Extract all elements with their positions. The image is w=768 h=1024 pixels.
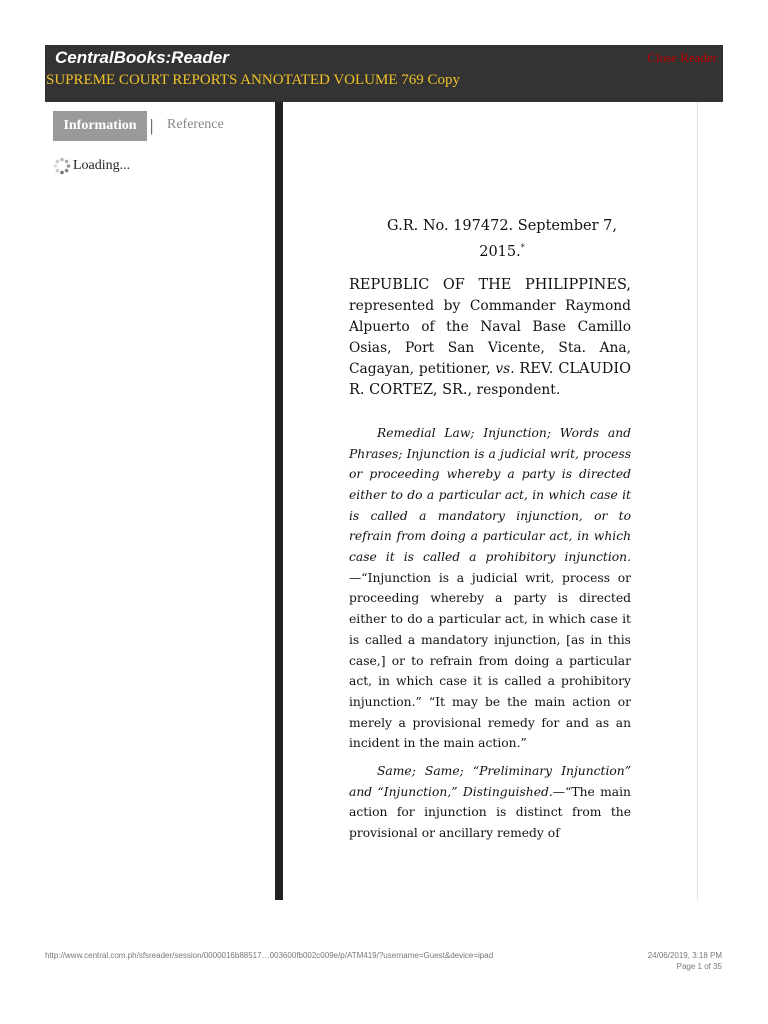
syllabus-heading: Same; Same; “Preliminary Injunction” and “Injunction,” Distinguished. [349,764,631,799]
syllabus-body: —“The main action for injunction is distinct from the provisional or ancillary remedy of [349,784,631,841]
print-footer-page: Page 1 of 35 [676,962,722,971]
case-parties [349,275,631,401]
syllabus-heading: Remedial Law; Injunction; Words and Phrases; Injunction is a judicial writ, process or proceeding whereby a party is directed either to do a particular act, in which case it is called a mandatory injunction, or to refrain from doing a particular act, in which case it is called a prohibitory injunction. [349,425,631,565]
syllabus-body: —“Injunction is a judicial writ, process or proceeding whereby a party is directed either to do a particular act, in which case it is called a mandatory injunction, [as in this case,] or to refrain from doing a particular act, in which case it is called a prohibitory injunction.” “It may be the main action or merely a provisional remedy for and as an incident in the main action.” [349,570,631,751]
case-number [373,215,631,263]
page-edge-rule [697,102,698,900]
case-number-text: G.R. No. 197472. September 7, 2015. [387,218,617,260]
pane-divider[interactable] [275,102,283,900]
reader-header [45,45,723,102]
loading-indicator [53,157,130,175]
respondent-name: REV. CLAUDIO R. CORTEZ, SR., [349,360,631,398]
loading-spinner-icon [53,157,71,175]
petitioner-details: represented by Commander Raymond Alpuerto of the Naval Base Camillo Osias, Port San Vicente, Sta. Ana, Cagayan, petitioner, [349,297,631,377]
print-footer-datetime: 24/06/2019, 3:18 PM [647,951,722,960]
print-footer-url: http://www.central.com.ph/sfsreader/session/0000016b88517…003600fb002c009e/p/ATM419/?username=Guest&device=ipad [45,951,494,960]
syllabus-paragraph [349,761,631,844]
book-title: SUPREME COURT REPORTS ANNOTATED VOLUME 769 Copy [46,72,460,88]
sidebar [45,102,275,900]
tab-reference[interactable]: Reference [167,117,224,132]
tab-separator: | [150,116,154,135]
syllabus-paragraph [349,423,631,754]
petitioner-name: REPUBLIC OF THE PHILIPPINES, [349,276,631,293]
document-page [349,215,631,851]
respondent-label: respondent. [476,381,561,398]
loading-text: Loading... [73,158,131,173]
versus-text: vs. [495,360,515,377]
app-title: CentralBooks:Reader [55,48,229,67]
close-reader-link[interactable]: Close Reader [647,50,717,65]
tab-information[interactable]: Information [53,111,147,141]
footnote-mark[interactable]: * [520,243,525,252]
